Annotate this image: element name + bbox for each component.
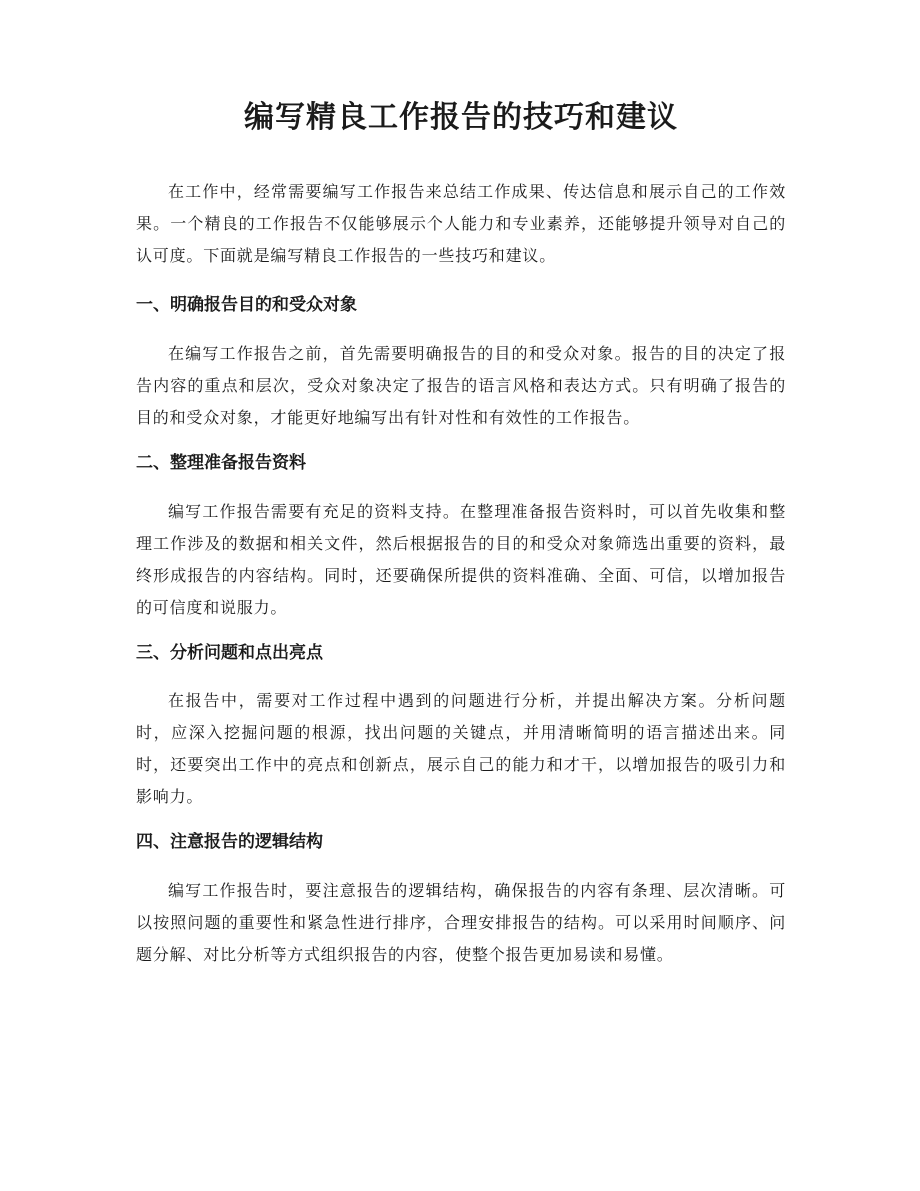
section-heading: 三、分析问题和点出亮点 [136,642,323,663]
section-2 [136,452,786,624]
document-page [136,100,786,989]
section-3 [136,642,786,814]
section-paragraph: 在报告中，需要对工作过程中遇到的问题进行分析，并提出解决方案。分析问题时，应深入挖掘问题的根源，找出问题的关键点，并用清晰简明的语言描述出来。同时，还要突出工作中的亮点和创新点，展示自己的能力和才干，以增加报告的吸引力和影响力。 [136,691,786,807]
section-heading: 一、明确报告目的和受众对象 [136,295,357,315]
page-title: 编写精良工作报告的技巧和建议 [244,100,678,135]
section-heading: 二、整理准备报告资料 [136,452,306,473]
section-heading: 四、注意报告的逻辑结构 [136,832,323,853]
section-paragraph: 编写工作报告时，要注意报告的逻辑结构，确保报告的内容有条理、层次清晰。可以按照问题的重要性和紧急性进行排序，合理安排报告的结构。可以采用时间顺序、问题分解、对比分析等方式组织报告的内容，使整个报告更加易读和易懂。 [136,881,786,965]
section-4 [136,831,786,971]
intro-paragraph: 在工作中，经常需要编写工作报告来总结工作成果、传达信息和展示自己的工作效果。一个精良的工作报告不仅能够展示个人能力和专业素养，还能够提升领导对自己的认可度。下面就是编写精良工作报告的一些技巧和建议。 [136,182,786,265]
section-paragraph: 编写工作报告需要有充足的资料支持。在整理准备报告资料时，可以首先收集和整理工作涉及的数据和相关文件，然后根据报告的目的和受众对象筛选出重要的资料，最终形成报告的内容结构。同时，还要确保所提供的资料准确、全面、可信，以增加报告的可信度和说服力。 [136,501,786,617]
section-paragraph: 在编写工作报告之前，首先需要明确报告的目的和受众对象。报告的目的决定了报告内容的重点和层次，受众对象决定了报告的语言风格和表达方式。只有明确了报告的目的和受众对象，才能更好地编写出有针对性和有效性的工作报告。 [136,343,786,427]
section-1 [136,294,786,434]
